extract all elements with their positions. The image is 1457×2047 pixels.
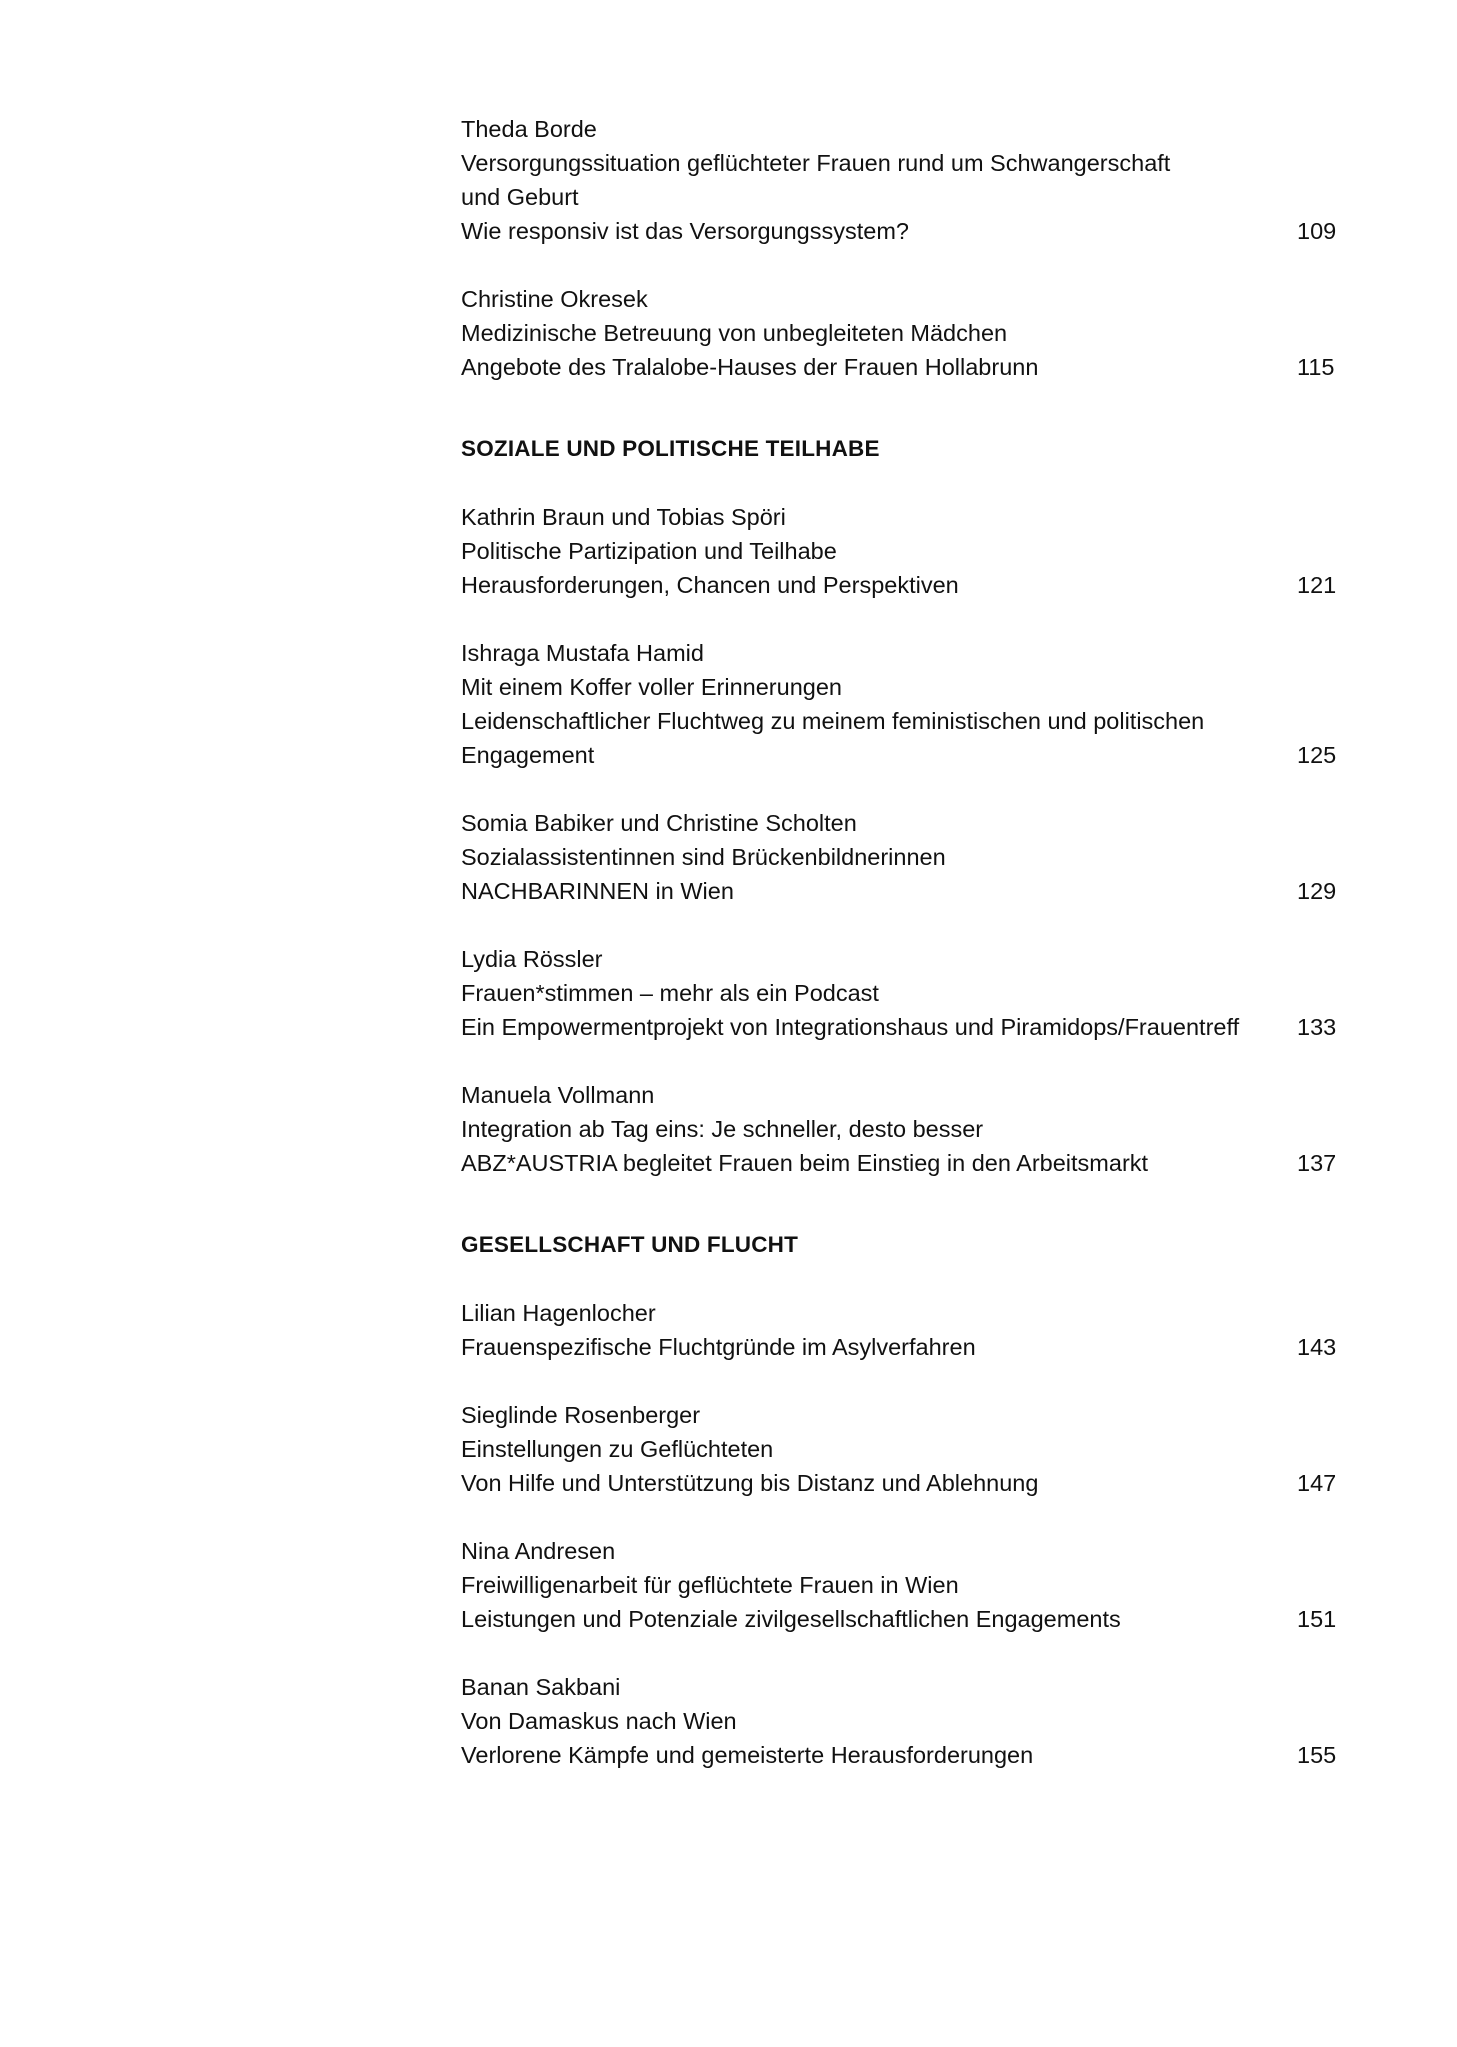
page-number: 151 [1297,1606,1337,1632]
page-number: 133 [1297,1014,1337,1040]
entry-title-line [461,976,1341,1010]
entry-title-text: Angebote des Tralalobe-Hauses der Frauen Hollabrunn [461,354,1039,380]
page-number: 137 [1297,1150,1337,1176]
entry-title-line [461,316,1341,350]
toc-entry[interactable] [461,282,1341,384]
entry-title-line [461,180,1341,214]
entry-title-line [461,670,1341,704]
toc-entry[interactable] [461,112,1341,248]
entry-title-line [461,704,1341,738]
entry-title-text: Verlorene Kämpfe und gemeisterte Herausforderungen [461,1742,1034,1768]
entry-title-line [461,568,1341,602]
table-of-contents [461,112,1341,1772]
toc-entry[interactable] [461,942,1341,1044]
toc-entry[interactable] [461,1670,1341,1772]
entry-title-line [461,1568,1341,1602]
entry-title-text: Engagement [461,742,595,768]
entry-title-line [461,1602,1341,1636]
entry-title-line [461,1010,1341,1044]
entry-title-text: Mit einem Koffer voller Erinnerungen [461,674,842,700]
toc-entry[interactable] [461,500,1341,602]
page-number: 129 [1297,878,1337,904]
entry-title-line [461,1330,1341,1364]
entry-title-text: Integration ab Tag eins: Je schneller, desto besser [461,1116,984,1142]
entry-title-text: Herausforderungen, Chancen und Perspektiven [461,572,959,598]
entry-author: Lydia Rössler [461,946,603,972]
entry-title-text: Von Damaskus nach Wien [461,1708,737,1734]
entry-title-text: Frauenspezifische Fluchtgründe im Asylverfahren [461,1334,976,1360]
entry-author: Christine Okresek [461,286,648,312]
page-number: 147 [1297,1470,1337,1496]
toc-entry[interactable] [461,1398,1341,1500]
entry-title-line [461,840,1341,874]
entry-author: Sieglinde Rosenberger [461,1402,701,1428]
page-number: 155 [1297,1742,1337,1768]
section-heading: SOZIALE UND POLITISCHE TEILHABE [461,436,880,461]
entry-title-line [461,1432,1341,1466]
entry-title-text: Wie responsiv ist das Versorgungssystem? [461,218,909,244]
entry-title-line [461,1704,1341,1738]
entry-author: Banan Sakbani [461,1674,621,1700]
entry-title-text: Freiwilligenarbeit für geflüchtete Frauen in Wien [461,1572,959,1598]
entry-title-text: Politische Partizipation und Teilhabe [461,538,837,564]
entry-title-text: NACHBARINNEN in Wien [461,878,734,904]
entry-title-text: Leidenschaftlicher Fluchtweg zu meinem feministischen und politischen [461,708,1205,734]
entry-author: Manuela Vollmann [461,1082,655,1108]
toc-entry[interactable] [461,1534,1341,1636]
entry-title-text: Von Hilfe und Unterstützung bis Distanz und Ablehnung [461,1470,1039,1496]
entry-title-text: Einstellungen zu Geflüchteten [461,1436,774,1462]
page-number: 121 [1297,572,1337,598]
entry-title-line [461,874,1341,908]
entry-title-text: ABZ*AUSTRIA begleitet Frauen beim Einstieg in den Arbeitsmarkt [461,1150,1149,1176]
entry-title-text: Versorgungssituation geflüchteter Frauen rund um Schwangerschaft [461,150,1171,176]
entry-author: Nina Andresen [461,1538,616,1564]
entry-author: Kathrin Braun und Tobias Spöri [461,504,786,530]
section-heading: GESELLSCHAFT UND FLUCHT [461,1232,799,1257]
page-number: 109 [1297,218,1337,244]
entry-title-line [461,214,1341,248]
entry-title-line [461,1112,1341,1146]
page-number: 115 [1297,354,1335,380]
page-number: 125 [1297,742,1337,768]
entry-title-line [461,1146,1341,1180]
entry-title-line [461,1466,1341,1500]
entry-title-line [461,534,1341,568]
entry-title-text: Frauen*stimmen – mehr als ein Podcast [461,980,879,1006]
toc-entry[interactable] [461,806,1341,908]
entry-author: Somia Babiker und Christine Scholten [461,810,857,836]
toc-entry[interactable] [461,1078,1341,1180]
toc-entry[interactable] [461,1296,1341,1364]
entry-title-text: Medizinische Betreuung von unbegleiteten Mädchen [461,320,1008,346]
entry-title-text: Sozialassistentinnen sind Brückenbildnerinnen [461,844,946,870]
entry-title-text: Ein Empowermentprojekt von Integrationshaus und Piramidops/Frauentreff [461,1014,1240,1040]
entry-title-text: Leistungen und Potenziale zivilgesellschaftlichen Engagements [461,1606,1121,1632]
entry-title-line [461,146,1341,180]
entry-title-line [461,350,1341,384]
entry-author: Theda Borde [461,116,597,142]
page-number: 143 [1297,1334,1337,1360]
entry-title-text: und Geburt [461,184,579,210]
entry-title-line [461,738,1341,772]
toc-entry[interactable] [461,636,1341,772]
entry-title-line [461,1738,1341,1772]
entry-author: Lilian Hagenlocher [461,1300,656,1326]
entry-author: Ishraga Mustafa Hamid [461,640,704,666]
